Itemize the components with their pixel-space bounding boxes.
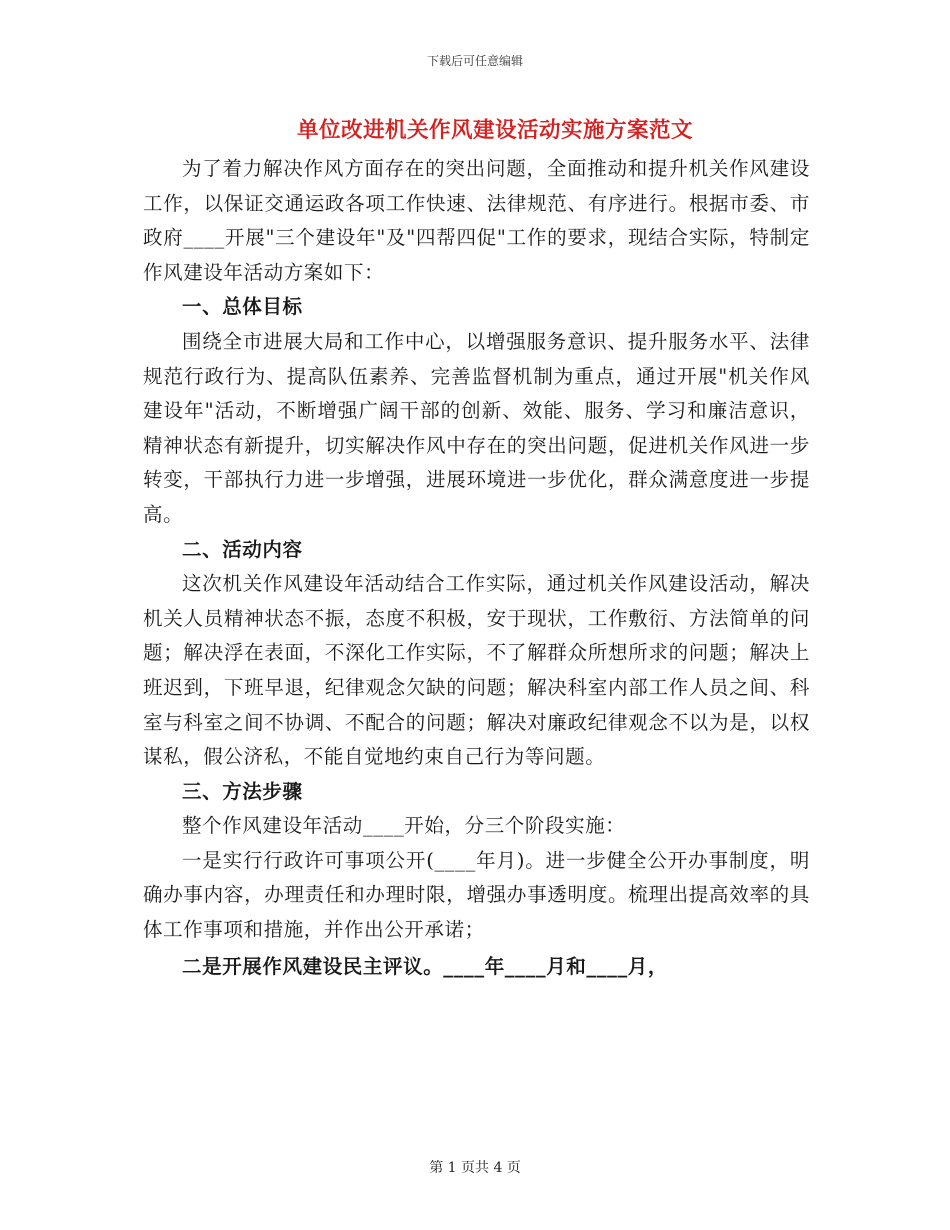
step-two-paragraph: 二是开展作风建设民主评议。____年____月和____月， xyxy=(182,954,668,978)
header-note: 下载后可任意编辑 xyxy=(426,54,523,68)
section-heading-content: 二、活动内容 xyxy=(182,537,303,561)
step-one-paragraph: 一是实行行政许可事项公开(____年月)。进一步健全公开办事制度，明确办事内容，办理责任和办理时限，增强办事透明度。梳理出提高效率的具体工作事项和措施，并作出公开承诺； xyxy=(143,848,810,942)
content-paragraph: 这次机关作风建设年活动结合工作实际，通过机关作风建设活动，解决机关人员精神状态不振，态度不积极，安于现状，工作敷衍、方法简单的问题；解决浮在表面，不深化工作实际，不了解群众所想所求的问题；解决上班迟到，下班早退，纪律观念欠缺的问题；解决科室内部工作人员之间、科室与科室之间不协调、不配合的问题；解决对廉政纪律观念不以为是，以权谋私，假公济私，不能自觉地约束自己行为等问题。 xyxy=(143,572,810,769)
intro-paragraph: 为了着力解决作风方面存在的突出问题，全面推动和提升机关作风建设工作，以保证交通运政各项工作快速、法律规范、有序进行。根据市委、市政府____开展"三个建设年"及"四帮四促"工作的要求，现结合实际，特制定作风建设年活动方案如下： xyxy=(143,157,810,284)
steps-intro-paragraph: 整个作风建设年活动____开始，分三个阶段实施： xyxy=(182,814,626,838)
document-title: 单位改进机关作风建设活动实施方案范文 xyxy=(296,118,693,143)
page-number: 第 1 页共 4 页 xyxy=(429,1160,521,1176)
document-body xyxy=(143,152,810,984)
section-heading-goals: 一、总体目标 xyxy=(182,295,303,319)
section-heading-steps: 三、方法步骤 xyxy=(182,779,303,803)
goals-paragraph: 围绕全市进展大局和工作中心，以增强服务意识、提升服务水平、法律规范行政行为、提高队伍素养、完善监督机制为重点，通过开展"机关作风建设年"活动，不断增强广阔干部的创新、效能、服务、学习和廉洁意识，精神状态有新提升，切实解决作风中存在的突出问题，促进机关作风进一步转变，干部执行力进一步增强，进展环境进一步优化，群众满意度进一步提高。 xyxy=(143,329,810,526)
